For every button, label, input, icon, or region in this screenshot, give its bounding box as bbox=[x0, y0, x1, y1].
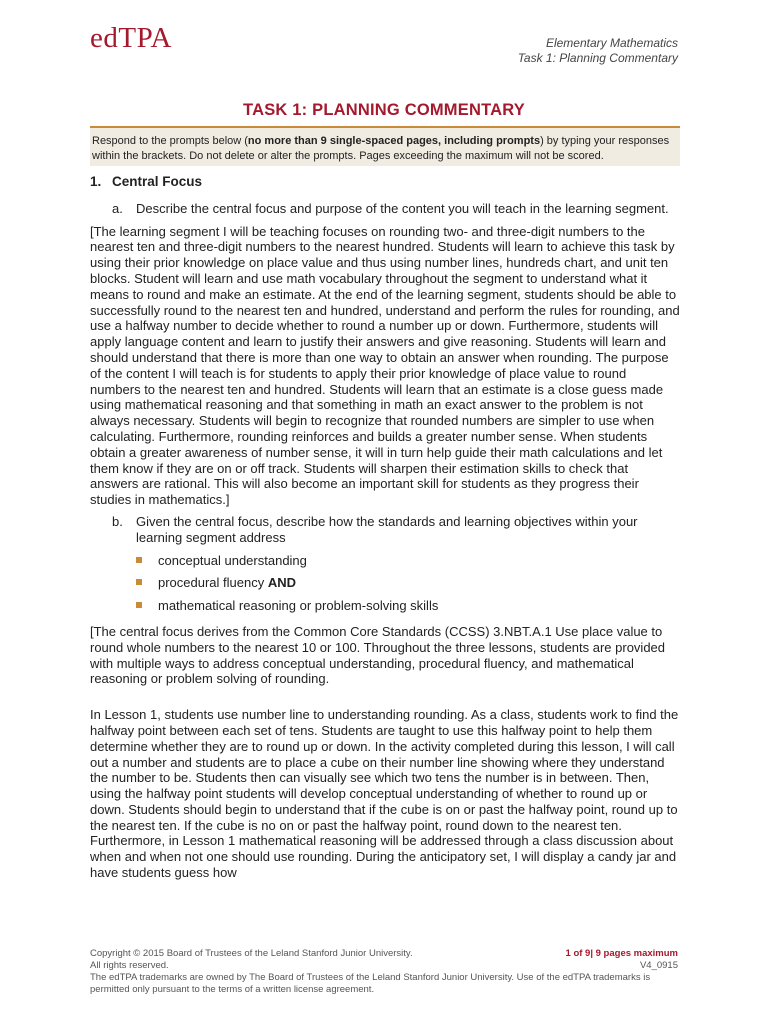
response-b-paragraph-2[interactable]: In Lesson 1, students use number line to understanding rounding. As a class, students work to find the halfway point between each set of tens. Students are taught to use this halfway point to help them determine whether they are to round up or down. In the activity completed during this lesson, I will call out a number and students are to place a cube on their number line showing where they understand the number to be. Students then can visually see which two tens the number is in between. Then, using the halfway point students will develop conceptual understanding of whether to round up or down. Students should begin to understand that if the cube is on or past the halfway point, round up to the nearest ten. If the cube is no on or past the halfway point, round down to the nearest ten. Furthermore, in Lesson 1 mathematical reasoning will be addressed through a class discussion about when and when not one should use rounding. During the anticipatory set, I will display a candy jar and have students guess how bbox=[90, 707, 679, 881]
prompt-b bbox=[90, 514, 680, 546]
page-count: 1 of 9| 9 pages maximum bbox=[565, 948, 678, 959]
version-label: V4_0915 bbox=[639, 960, 678, 971]
instructions-bold: no more than 9 single-spaced pages, including prompts bbox=[247, 135, 541, 147]
footer-copyright-line: Copyright © 2015 Board of Trustees of the Leland Stanford Junior University. bbox=[90, 948, 413, 959]
document-body bbox=[90, 174, 680, 887]
header-task: Task 1: Planning Commentary bbox=[517, 51, 678, 65]
square-bullet-icon bbox=[136, 602, 142, 608]
bullet-text: conceptual understanding bbox=[158, 552, 307, 568]
footer-copyright bbox=[90, 948, 590, 972]
section-title: Central Focus bbox=[112, 174, 203, 189]
page-header bbox=[518, 36, 678, 66]
response-a[interactable]: [The learning segment I will be teaching focuses on rounding two- and three-digit numbers to the nearest ten and three-digit numbers to the nearest hundred. Students will learn to achieve this task by using their prior knowledge on place value and thus using number lines, hundreds chart, and unit ten blocks. Student will learn and use math vocabulary throughout the segment to understand what it means to round and make an estimate. At the end of the learning segment, students should be able to successfully round to the nearest ten and hundred, understand and perform the rules for rounding, and use a halfway number to decide whether to round a number up or down. Furthermore, students will apply language content and learn to justify their answers and give reasoning. Students will learn and should understand that there is more than one way to obtain an answer when rounding. The purpose of the content I will teach is for students to apply their prior knowledge of place value to round numbers to the nearest ten and hundred. Students will learn that an estimate is a close guess made using mathematical reasoning and that something in math an exact answer to the problem is not always necessary. Students will begin to recognize that rounded numbers are simpler to use when calculating. Furthermore, rounding reinforces and builds a greater number sense. When students obtain a greater awareness of number sense, it will in turn help guide their math calculations and let them know if they are on or off track. Students will sharpen their estimation skills to check that answers are rational. This will also become an important skill for students as they progress their studies in mathematics.] bbox=[90, 223, 680, 508]
prompt-b-label: b. bbox=[112, 513, 123, 529]
bullet-item bbox=[136, 553, 680, 569]
prompt-a-label: a. bbox=[112, 200, 123, 216]
edtpa-logo: edTPA bbox=[90, 22, 172, 54]
section-heading bbox=[90, 174, 680, 190]
bullet-text: mathematical reasoning or problem-solving skills bbox=[158, 598, 439, 614]
footer-rights-line: All rights reserved. bbox=[90, 960, 169, 971]
response-b-paragraph-1[interactable]: [The central focus derives from the Common Core Standards (CCSS) 3.NBT.A.1 Use place value to round whole numbers to the nearest 10 or 100. Throughout the three lessons, students are provided with multiple ways to address conceptual understanding, procedural fluency, and mathematical reasoning or problem solving of rounding. bbox=[90, 623, 666, 687]
instructions-box bbox=[90, 126, 680, 166]
bullet-item bbox=[136, 598, 680, 614]
bullet-bold: AND bbox=[267, 575, 297, 591]
prompt-b-bullets bbox=[90, 553, 680, 614]
header-subject: Elementary Mathematics bbox=[545, 36, 678, 50]
footer-trademark: The edTPA trademarks are owned by The Board of Trustees of the Leland Stanford Junior University. Use of the edTPA trademarks is permitted only pursuant to the terms of a written license agreement. bbox=[90, 972, 651, 995]
bullet-item bbox=[136, 575, 680, 591]
instructions-text-after: ) by typing your responses within the brackets. Do not delete or alter the prompts. Pages exceeding the maximum will not be scored. bbox=[92, 135, 670, 162]
section-number: 1. bbox=[90, 174, 102, 189]
prompt-b-text: Given the central focus, describe how the standards and learning objectives within your learning segment address bbox=[136, 513, 638, 545]
page-title: TASK 1: PLANNING COMMENTARY bbox=[243, 101, 525, 119]
instructions-text-before: Respond to the prompts below ( bbox=[92, 135, 248, 147]
square-bullet-icon bbox=[136, 579, 142, 585]
footer-page-info bbox=[566, 948, 678, 972]
prompt-a-text: Describe the central focus and purpose of the content you will teach in the learning segment. bbox=[136, 200, 669, 216]
square-bullet-icon bbox=[136, 557, 142, 563]
prompt-a bbox=[90, 201, 680, 217]
bullet-text: procedural fluency bbox=[158, 575, 268, 591]
